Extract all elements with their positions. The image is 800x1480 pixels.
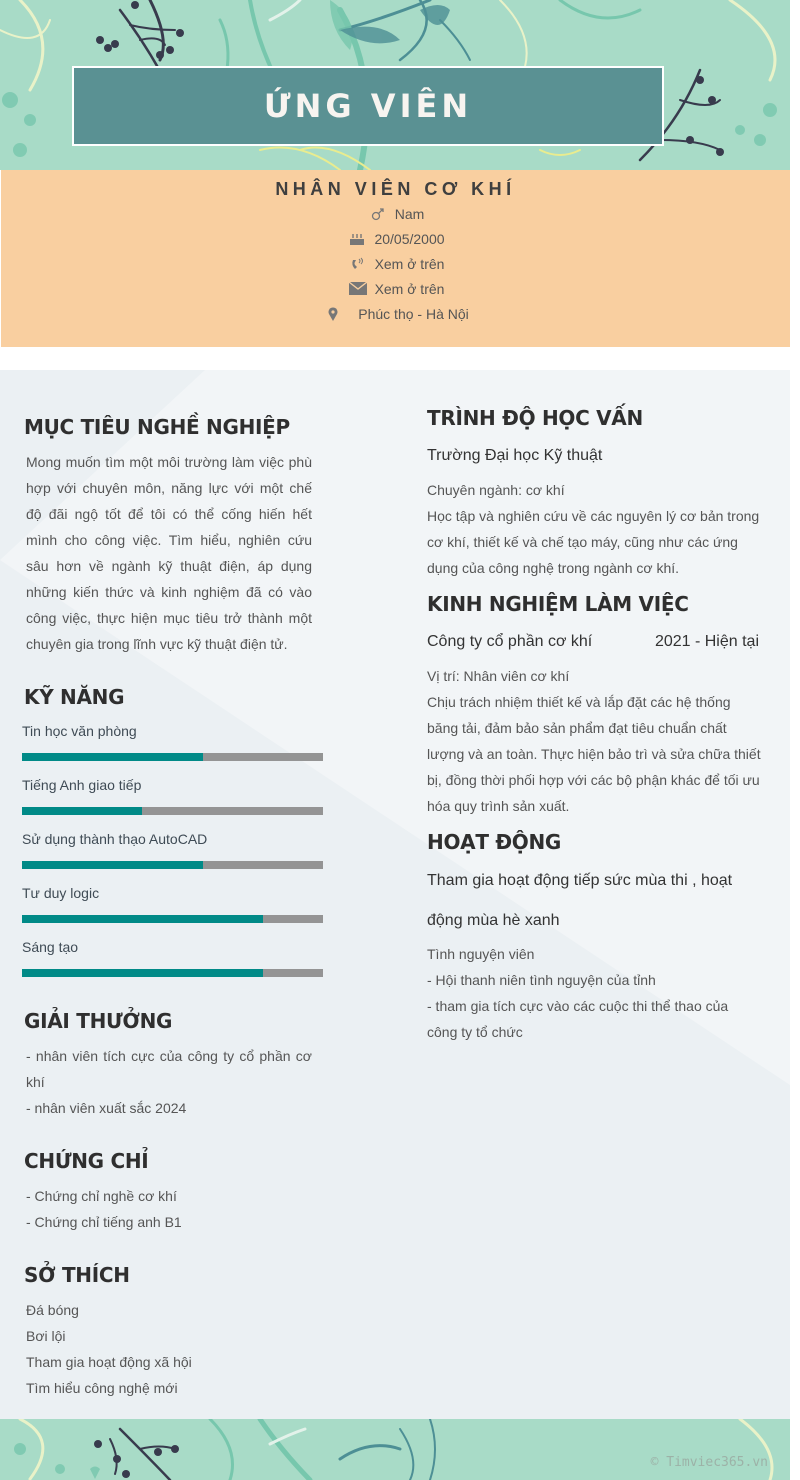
hobby-item: Bơi lội <box>26 1328 66 1344</box>
phone-value: Xem ở trên <box>374 255 445 272</box>
award-item: - nhân viên xuất sắc 2024 <box>26 1100 187 1116</box>
watermark: © Timviec365.vn <box>650 1455 768 1470</box>
skill-fill <box>22 861 203 869</box>
activity-desc-line: - Hội thanh niên tình nguyện của tỉnh <box>427 972 656 988</box>
activity-desc-line: công ty tổ chức <box>427 1024 523 1040</box>
awards-list <box>26 1043 312 1121</box>
skill-fill <box>22 969 263 977</box>
gender-value: Nam <box>394 205 425 222</box>
education-title: TRÌNH ĐỘ HỌC VẤN <box>427 406 643 430</box>
activity-details <box>427 941 728 1045</box>
skill-bar <box>22 861 323 869</box>
school-name: Trường Đại học Kỹ thuật <box>427 447 603 464</box>
experience-desc-line: hóa quy trình sản xuất. <box>427 798 570 814</box>
education-details <box>427 477 759 581</box>
envelope-icon <box>347 281 369 297</box>
hobbies-title: SỞ THÍCH <box>24 1263 130 1287</box>
company-name: Công ty cổ phần cơ khí <box>427 633 593 650</box>
skill-fill <box>22 915 263 923</box>
activity-name-line: Tham gia hoạt động tiếp sức mùa thi , hoạt <box>427 872 733 889</box>
info-address <box>1 301 790 326</box>
skill-label: Sáng tạo <box>22 939 79 955</box>
info-birthday <box>1 226 790 251</box>
hobbies-list <box>26 1297 192 1401</box>
skill-bar <box>22 969 323 977</box>
skill-label: Tư duy logic <box>22 885 100 901</box>
hobby-item: Tìm hiểu công nghệ mới <box>26 1380 178 1396</box>
cv-content <box>0 370 790 1419</box>
gender-icon <box>367 206 389 222</box>
experience-desc-line: băng tải, đảm bảo sản phẩm đạt tiêu chuẩn chất <box>427 720 727 736</box>
education-school <box>427 447 767 465</box>
awards-title: GIẢI THƯỞNG <box>24 1009 173 1033</box>
education-desc-line: Học tập và nghiên cứu về các nguyên lý cơ bản trong <box>427 508 760 524</box>
objective-text: Mong muốn tìm một môi trường làm việc phù hợp với chuyên môn, năng lực với một chế độ đãi ngộ tốt để tôi có thể cống hiến hết mình cho công việc. Tìm hiểu, nghiên cứu sâu hơn về ngành kỹ thuật điện, áp dụng những kiến thức và kinh nghiệm đã có vào công việc, thực hiện mục tiêu trở thành một chuyên gia trong lĩnh vực kỹ thuật điện tử. <box>26 454 312 652</box>
education-major: Chuyên ngành: cơ khí <box>427 482 565 498</box>
skill-bar <box>22 915 323 923</box>
experience-desc-line: bị, đồng thời phối hợp với các bộ phận khác để tối ưu <box>427 772 760 788</box>
hobby-item: Tham gia hoạt động xã hội <box>26 1354 192 1370</box>
activity-desc-line: - tham gia tích cực vào các cuộc thi thể thao của <box>427 998 729 1014</box>
email-value: Xem ở trên <box>374 280 445 297</box>
experience-desc-line: lượng và an toàn. Thực hiện bảo trì và sửa chữa thiết <box>427 746 761 762</box>
address-value: Phúc thọ - Hà Nội <box>358 305 469 322</box>
award-item: - nhân viên tích cực của công ty cổ phần cơ khí <box>26 1048 312 1090</box>
candidate-name-box <box>72 66 664 146</box>
floral-pattern-icon <box>0 1419 790 1480</box>
birthday-cake-icon <box>346 231 368 247</box>
job-title: NHÂN VIÊN CƠ KHÍ <box>275 179 516 199</box>
skill-fill <box>22 807 142 815</box>
floral-banner <box>0 0 790 170</box>
activity-name <box>427 861 732 941</box>
certificates-list <box>26 1183 182 1235</box>
personal-info-panel <box>1 170 790 347</box>
birthday-value: 20/05/2000 <box>374 230 445 247</box>
experience-period: 2021 - Hiện tại <box>654 633 759 650</box>
experience-title: KINH NGHIỆM LÀM VIỆC <box>427 592 689 616</box>
skill-bar <box>22 753 323 761</box>
floral-footer <box>0 1419 790 1480</box>
activity-role: Tình nguyện viên <box>427 946 535 962</box>
skill-label: Tiếng Anh giao tiếp <box>22 777 142 793</box>
candidate-name: ỨNG VIÊN <box>263 87 473 125</box>
education-desc-line: dụng của công nghệ trong ngành cơ khí. <box>427 560 680 576</box>
skill-label: Sử dụng thành thạo AutoCAD <box>22 831 208 847</box>
certificate-item: - Chứng chỉ nghề cơ khí <box>26 1188 177 1204</box>
skill-label: Tin học văn phòng <box>22 723 137 739</box>
activity-name-line: động mùa hè xanh <box>427 912 560 929</box>
info-gender <box>1 201 790 226</box>
certificate-item: - Chứng chỉ tiếng anh B1 <box>26 1214 182 1230</box>
experience-header <box>427 633 759 651</box>
experience-details <box>427 663 761 819</box>
education-desc-line: cơ khí, thiết kế và chế tạo máy, cũng như các ứng <box>427 534 738 550</box>
experience-desc-line: Chịu trách nhiệm thiết kế và lắp đặt các hệ thống <box>427 694 731 710</box>
phone-icon <box>347 256 369 272</box>
map-pin-icon <box>322 306 344 322</box>
activities-title: HOẠT ĐỘNG <box>427 830 562 854</box>
info-email <box>1 276 790 301</box>
info-phone <box>1 251 790 276</box>
skill-fill <box>22 753 203 761</box>
experience-position: Vị trí: Nhân viên cơ khí <box>427 668 570 684</box>
certificates-title: CHỨNG CHỈ <box>24 1149 149 1173</box>
objective-title: MỤC TIÊU NGHỀ NGHIỆP <box>24 415 290 439</box>
skill-bar <box>22 807 323 815</box>
skills-title: KỸ NĂNG <box>24 685 125 709</box>
hobby-item: Đá bóng <box>26 1302 79 1318</box>
